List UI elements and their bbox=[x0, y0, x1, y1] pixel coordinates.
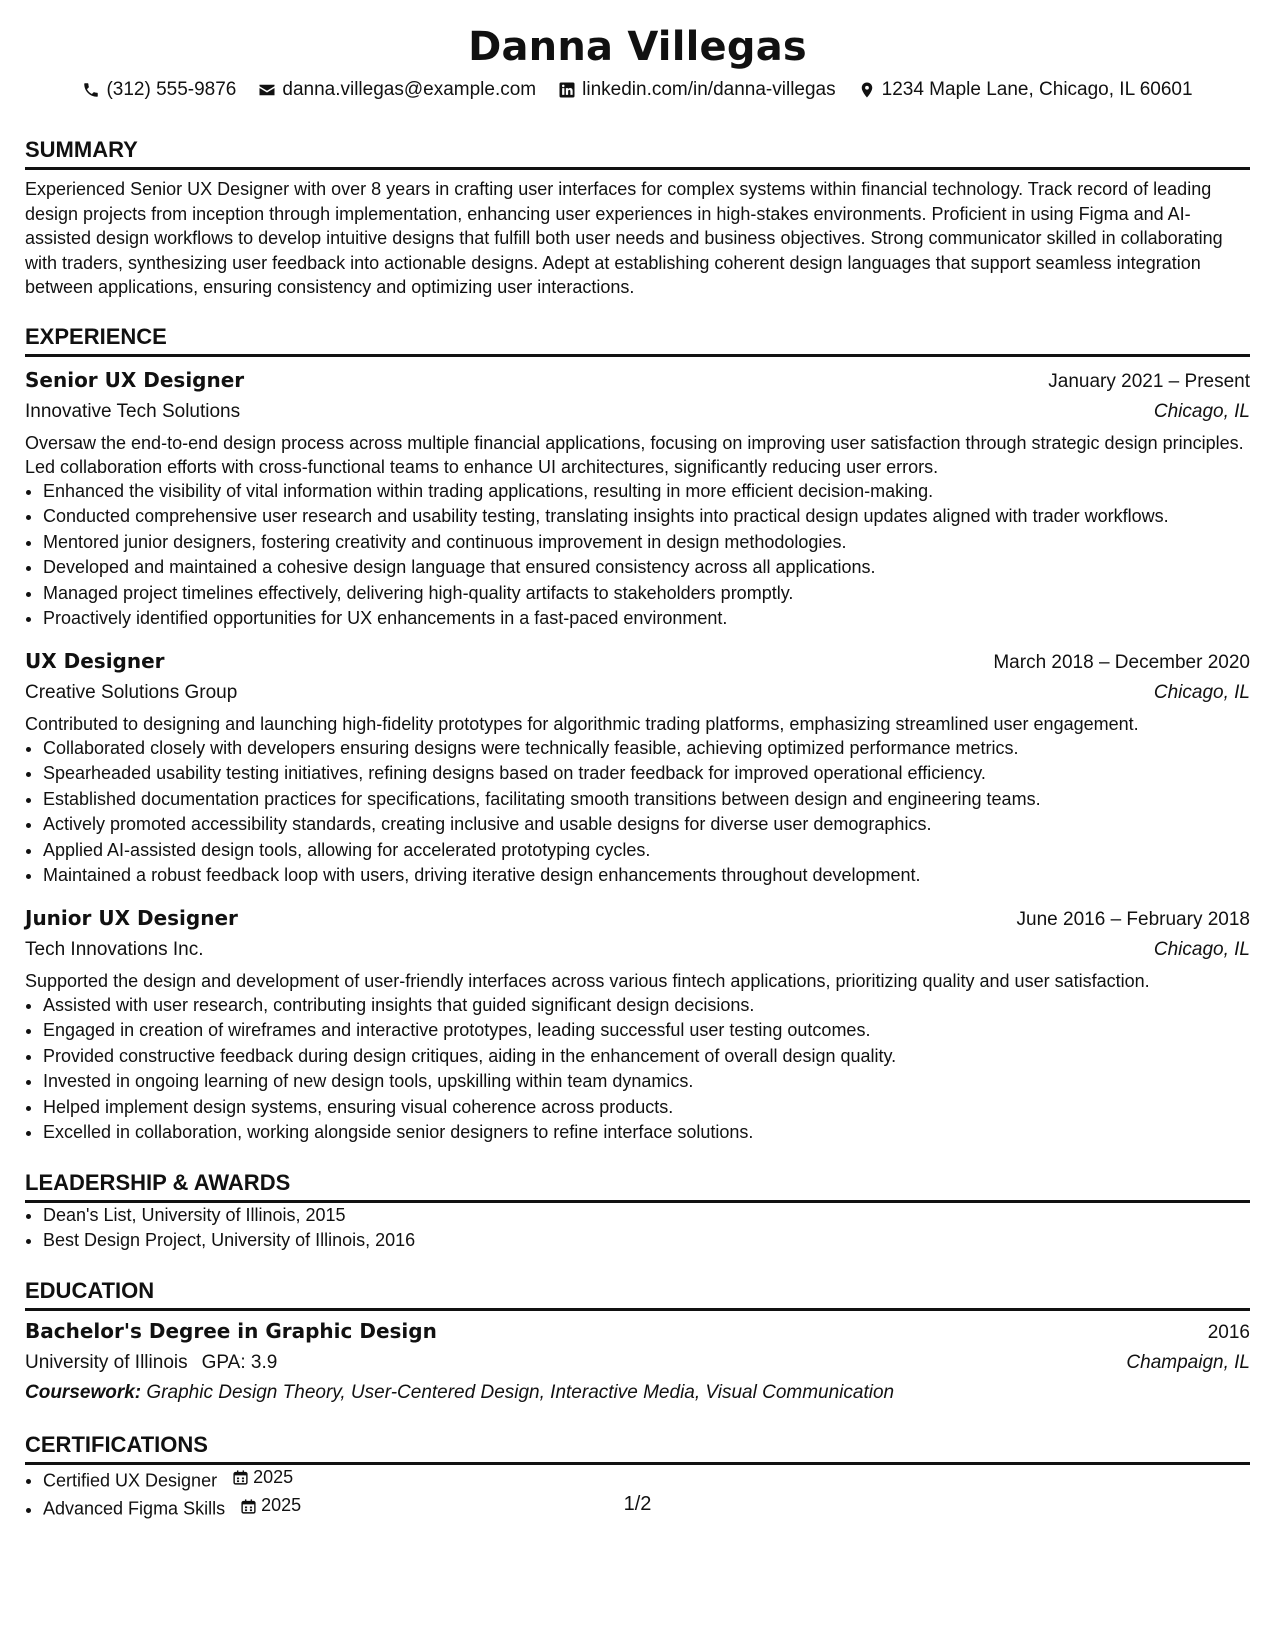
job-entry bbox=[25, 903, 1250, 1146]
job-title: Senior UX Designer bbox=[25, 367, 245, 392]
degree-title: Bachelor's Degree in Graphic Design bbox=[25, 1318, 437, 1343]
section-title-certifications: CERTIFICATIONS bbox=[25, 1430, 1250, 1465]
job-dates: March 2018 – December 2020 bbox=[993, 651, 1250, 673]
bullet-item: • Excelled in collaboration, working alongside senior designers to refine interface solutions. bbox=[43, 1120, 1250, 1146]
bullet-item: • Helped implement design systems, ensuring visual coherence across products. bbox=[43, 1095, 1250, 1121]
page-number: 1/2 bbox=[623, 1493, 652, 1515]
candidate-name: Danna Villegas bbox=[468, 24, 807, 70]
job-title: Junior UX Designer bbox=[25, 905, 238, 930]
job-bullets bbox=[25, 993, 1250, 1146]
bullet-item: • Established documentation practices for specifications, facilitating smooth transitions between design and engineering teams. bbox=[43, 787, 1250, 813]
job-location: Chicago, IL bbox=[1153, 400, 1250, 422]
certification-year: 2025 bbox=[261, 1495, 302, 1516]
job-entry bbox=[25, 646, 1250, 889]
bullet-item: • Invested in ongoing learning of new design tools, upskilling within team dynamics. bbox=[43, 1069, 1250, 1095]
job-location: Chicago, IL bbox=[1153, 938, 1250, 960]
calendar-icon bbox=[232, 1469, 249, 1486]
contact-email[interactable] bbox=[258, 78, 536, 102]
education-entry bbox=[25, 1316, 1250, 1408]
school-name: University of Illinois bbox=[25, 1351, 188, 1373]
bullet-item: • Conducted comprehensive user research and usability testing, translating insights into practical design updates aligned with trader workflows. bbox=[43, 504, 1250, 530]
job-bullets bbox=[25, 479, 1250, 632]
bullet-item: • Proactively identified opportunities for UX enhancements in a fast-paced environment. bbox=[43, 606, 1250, 632]
job-description: Contributed to designing and launching high-fidelity prototypes for algorithmic trading platforms, emphasizing streamlined user engagement. bbox=[25, 713, 1139, 734]
job-title: UX Designer bbox=[25, 648, 165, 673]
job-company: Tech Innovations Inc. bbox=[25, 938, 204, 960]
email-text[interactable]: danna.villegas@example.com bbox=[282, 79, 537, 100]
linkedin-text[interactable]: linkedin.com/in/danna-villegas bbox=[582, 79, 836, 100]
linkedin-icon bbox=[558, 81, 576, 99]
certification-name: Certified UX Designer bbox=[43, 1469, 218, 1490]
certification-year: 2025 bbox=[253, 1466, 294, 1487]
coursework-label: Coursework: bbox=[25, 1381, 142, 1403]
bullet-item: • Spearheaded usability testing initiatives, refining designs based on trader feedback for improved operational efficiency. bbox=[43, 761, 1250, 787]
bullet-item: • Engaged in creation of wireframes and interactive prototypes, leading successful user testing outcomes. bbox=[43, 1018, 1250, 1044]
job-company: Creative Solutions Group bbox=[25, 681, 238, 703]
section-title-education: EDUCATION bbox=[25, 1276, 1250, 1311]
job-entry bbox=[25, 365, 1250, 632]
job-description: Supported the design and development of user-friendly interfaces across various fintech applications, prioritizing quality and user satisfaction. bbox=[25, 970, 1150, 991]
award-item: • Dean's List, University of Illinois, 2015 bbox=[43, 1203, 1250, 1229]
graduation-year: 2016 bbox=[1207, 1321, 1250, 1343]
job-description: Oversaw the end-to-end design process across multiple financial applications, focusing on improving user satisfaction through strategic design principles. Led collaboration efforts with cross-functional teams to enhance UI architectures, significantly reducing user errors. bbox=[25, 432, 1244, 477]
job-location: Chicago, IL bbox=[1153, 681, 1250, 703]
address-text: 1234 Maple Lane, Chicago, IL 60601 bbox=[881, 79, 1193, 100]
bullet-item: • Mentored junior designers, fostering creativity and continuous improvement in design methodologies. bbox=[43, 530, 1250, 556]
bullet-item: • Maintained a robust feedback loop with users, driving iterative design enhancements throughout development. bbox=[43, 863, 1250, 889]
envelope-icon bbox=[258, 81, 276, 99]
leadership-list bbox=[25, 1203, 1250, 1254]
school-line bbox=[25, 1348, 277, 1378]
bullet-item: • Actively promoted accessibility standards, creating inclusive and usable designs for diverse user demographics. bbox=[43, 812, 1250, 838]
phone-text: (312) 555-9876 bbox=[106, 79, 237, 100]
certification-item bbox=[43, 1465, 1250, 1494]
certification-name: Advanced Figma Skills bbox=[43, 1498, 226, 1519]
bullet-item: • Assisted with user research, contributing insights that guided significant design decisions. bbox=[43, 993, 1250, 1019]
bullet-item: • Applied AI-assisted design tools, allowing for accelerated prototyping cycles. bbox=[43, 838, 1250, 864]
certification-date bbox=[232, 1465, 293, 1491]
award-item: • Best Design Project, University of Illinois, 2016 bbox=[43, 1228, 1250, 1254]
map-pin-icon bbox=[858, 81, 876, 99]
bullet-item: • Enhanced the visibility of vital information within trading applications, resulting in more efficient decision-making. bbox=[43, 479, 1250, 505]
contact-phone bbox=[82, 78, 236, 102]
summary-text: Experienced Senior UX Designer with over 8 years in crafting user interfaces for complex systems within financial technology. Track record of leading design projects from inception through implementation, enhancing user experiences in high-stakes environments. Proficient in using Figma and AI-assisted design workflows to develop intuitive designs that fulfill both user needs and business objectives. Strong communicator skilled in collaborating with traders, synthesizing user feedback into actionable designs. Adept at establishing coherent design languages that support seamless integration between applications, ensuring consistency and optimizing user interactions. bbox=[25, 179, 1223, 297]
section-title-leadership: LEADERSHIP & AWARDS bbox=[25, 1168, 1250, 1203]
resume-page bbox=[25, 0, 1250, 1522]
school-location: Champaign, IL bbox=[1126, 1351, 1250, 1373]
phone-icon bbox=[82, 81, 100, 99]
section-title-experience: EXPERIENCE bbox=[25, 322, 1250, 357]
job-dates: January 2021 – Present bbox=[1048, 370, 1250, 392]
section-title-summary: SUMMARY bbox=[25, 135, 1250, 170]
contact-bar bbox=[25, 78, 1250, 102]
job-company: Innovative Tech Solutions bbox=[25, 400, 241, 422]
job-dates: June 2016 – February 2018 bbox=[1016, 908, 1250, 930]
bullet-item: • Developed and maintained a cohesive design language that ensured consistency across all applications. bbox=[43, 555, 1250, 581]
bullet-item: • Provided constructive feedback during design critiques, aiding in the enhancement of overall design quality. bbox=[43, 1044, 1250, 1070]
coursework-list: Graphic Design Theory, User-Centered Design, Interactive Media, Visual Communication bbox=[146, 1381, 895, 1403]
bullet-item: • Collaborated closely with developers ensuring designs were technically feasible, achieving optimized performance metrics. bbox=[43, 736, 1250, 762]
contact-address bbox=[858, 78, 1193, 102]
contact-linkedin[interactable] bbox=[558, 78, 835, 102]
gpa-value: GPA: 3.9 bbox=[201, 1351, 278, 1373]
bullet-item: • Managed project timelines effectively, delivering high-quality artifacts to stakeholders promptly. bbox=[43, 581, 1250, 607]
coursework-line bbox=[25, 1378, 1250, 1408]
job-bullets bbox=[25, 736, 1250, 889]
